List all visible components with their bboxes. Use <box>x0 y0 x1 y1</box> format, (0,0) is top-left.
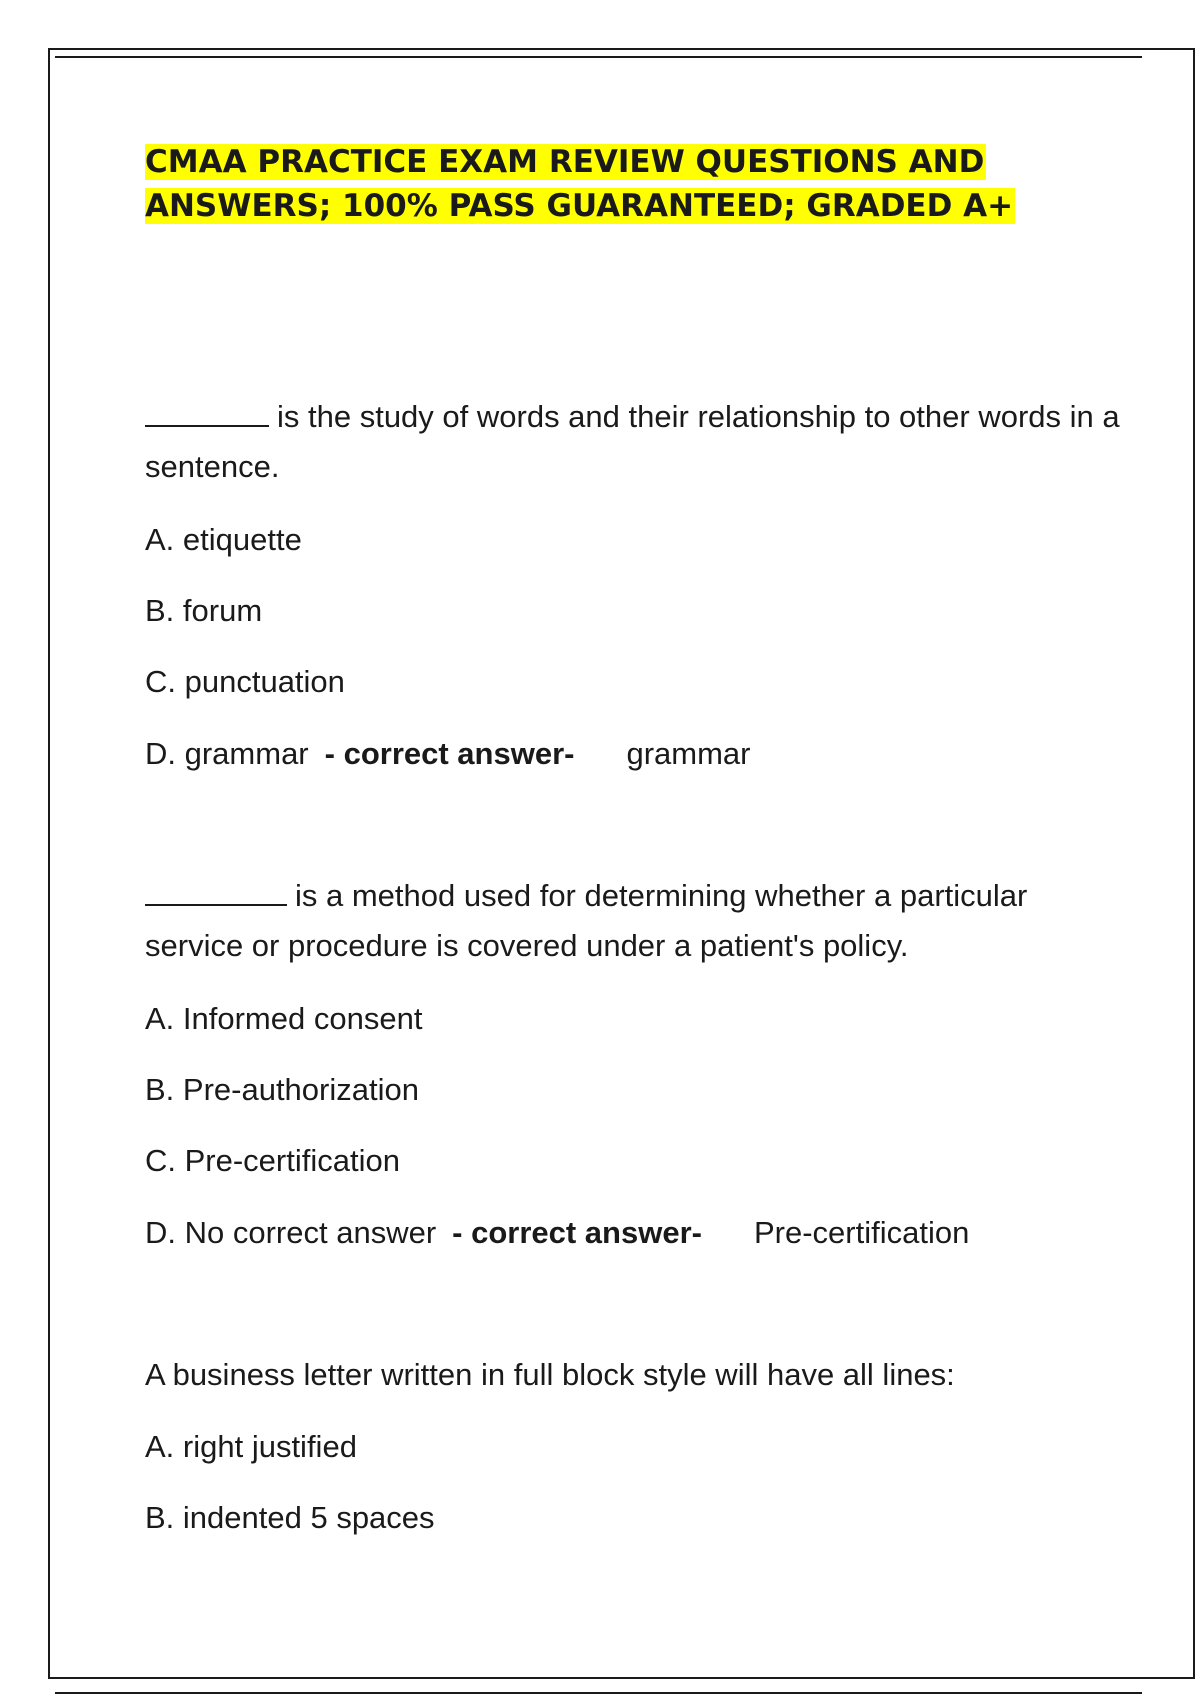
question-1-body: is the study of words and their relationship to other words in a sentence. <box>145 399 1120 484</box>
question-2-option-c: C. Pre-certification <box>145 1143 400 1178</box>
question-1-option-d-row <box>145 734 750 774</box>
question-3-text: A business letter written in full block style will have all lines: <box>145 1357 955 1392</box>
answer-blank <box>145 876 287 906</box>
question-1-option-a: A. etiquette <box>145 522 302 557</box>
top-rule <box>55 56 1142 58</box>
document-title <box>145 140 1015 228</box>
title-line-2: ANSWERS; 100% PASS GUARANTEED; GRADED A+ <box>145 188 1014 224</box>
question-2-option-a: A. Informed consent <box>145 1001 423 1036</box>
question-2-body: is a method used for determining whether a particular service or procedure is covered under a patient's policy. <box>145 878 1028 963</box>
question-1-option-c: C. punctuation <box>145 664 345 699</box>
correct-answer-value: Pre-certification <box>753 1215 970 1250</box>
question-2-option-b: B. Pre-authorization <box>145 1072 419 1107</box>
bottom-rule <box>55 1692 1142 1694</box>
answer-blank <box>145 397 269 427</box>
question-1-option-b: B. forum <box>145 593 263 628</box>
correct-answer-value: grammar <box>626 736 751 771</box>
question-3-option-a: A. right justified <box>145 1429 357 1464</box>
question-1-option-d: D. grammar <box>145 736 309 771</box>
question-2-option-d: D. No correct answer <box>145 1215 437 1250</box>
question-2-option-d-row <box>145 1213 969 1253</box>
question-1-text <box>145 392 1120 492</box>
question-2-text <box>145 871 1120 971</box>
title-line-1: CMAA PRACTICE EXAM REVIEW QUESTIONS AND <box>145 144 985 180</box>
question-3-option-b: B. indented 5 spaces <box>145 1500 435 1535</box>
correct-answer-label: - correct answer- <box>324 736 575 771</box>
correct-answer-label: - correct answer- <box>452 1215 702 1250</box>
